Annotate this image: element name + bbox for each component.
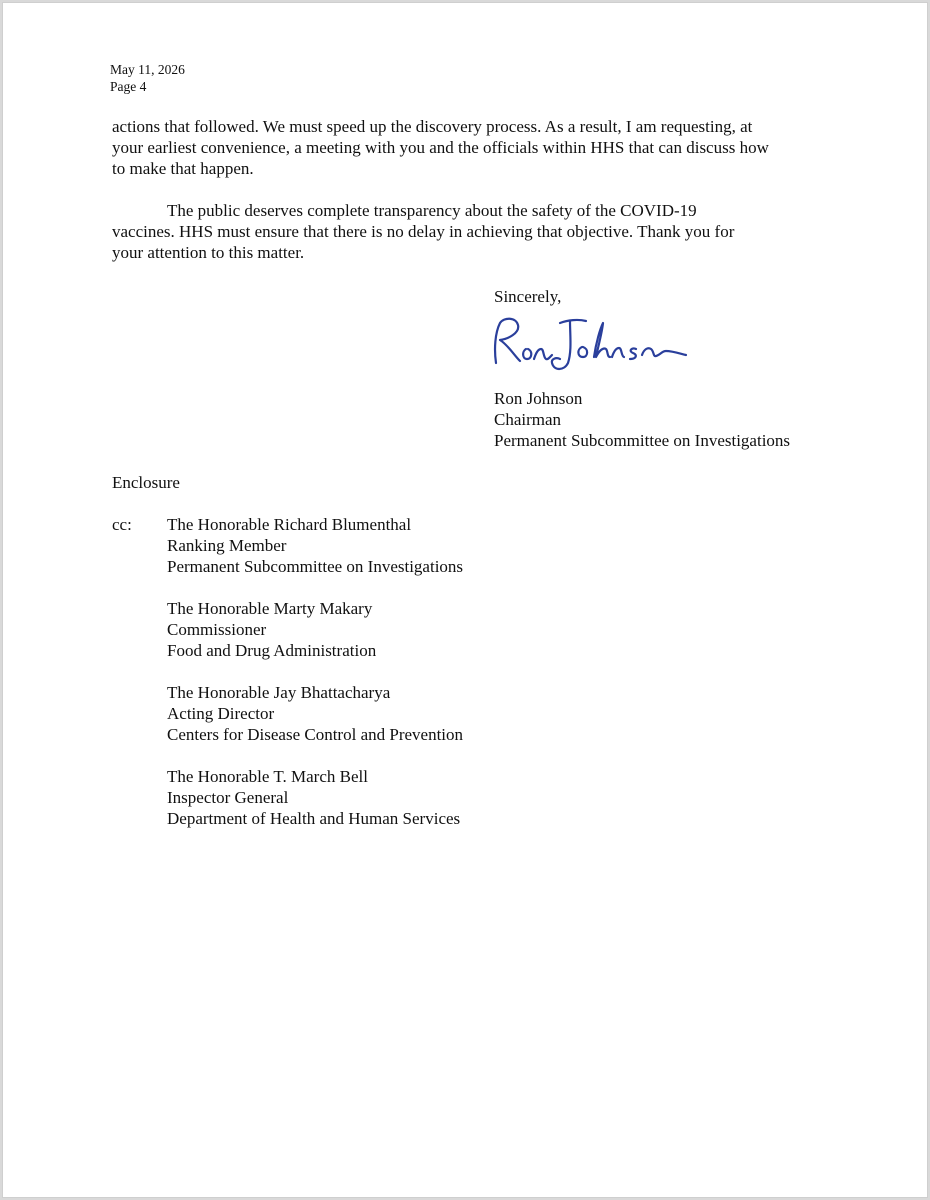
cc-organization: Department of Health and Human Services	[167, 809, 461, 828]
paragraph-line: your earliest convenience, a meeting with you and the officials within HHS that can discuss how	[112, 138, 769, 157]
cc-organization: Centers for Disease Control and Prevention	[167, 725, 464, 744]
cc-title: Acting Director	[167, 704, 275, 723]
cc-recipient	[167, 682, 463, 745]
cc-recipient	[167, 598, 463, 661]
cc-list	[167, 514, 463, 850]
cc-name: The Honorable T. March Bell	[167, 767, 368, 786]
paragraph-line: actions that followed. We must speed up the discovery process. As a result, I am requesting, at	[112, 117, 753, 136]
cc-recipient	[167, 514, 463, 577]
closing-salutation: Sincerely,	[494, 287, 562, 306]
paragraph-line: vaccines. HHS must ensure that there is no delay in achieving that objective. Thank you for	[112, 222, 735, 241]
cc-name: The Honorable Jay Bhattacharya	[167, 683, 391, 702]
cc-organization: Permanent Subcommittee on Investigations	[167, 557, 464, 576]
signer-title: Chairman	[494, 410, 562, 429]
cc-recipient	[167, 766, 463, 829]
signer-block	[494, 388, 790, 451]
cc-name: The Honorable Richard Blumenthal	[167, 515, 412, 534]
cc-organization: Food and Drug Administration	[167, 641, 377, 660]
paragraph-line: The public deserves complete transparency about the safety of the COVID-19	[167, 201, 697, 220]
letter-page	[2, 2, 928, 1198]
handwritten-signature	[486, 311, 696, 373]
page-header	[110, 61, 185, 95]
signer-name: Ron Johnson	[494, 389, 583, 408]
cc-title: Commissioner	[167, 620, 267, 639]
cc-label: cc:	[112, 515, 132, 534]
page-number: Page 4	[110, 79, 147, 94]
paragraph-line: your attention to this matter.	[112, 243, 305, 262]
body-paragraph-1	[112, 116, 818, 179]
paragraph-line: to make that happen.	[112, 159, 254, 178]
cc-title: Inspector General	[167, 788, 289, 807]
letter-date: May 11, 2026	[110, 62, 185, 77]
enclosure-note: Enclosure	[112, 473, 180, 492]
cc-name: The Honorable Marty Makary	[167, 599, 373, 618]
body-paragraph-2	[112, 200, 818, 263]
cc-title: Ranking Member	[167, 536, 287, 555]
signer-committee: Permanent Subcommittee on Investigations	[494, 431, 791, 450]
